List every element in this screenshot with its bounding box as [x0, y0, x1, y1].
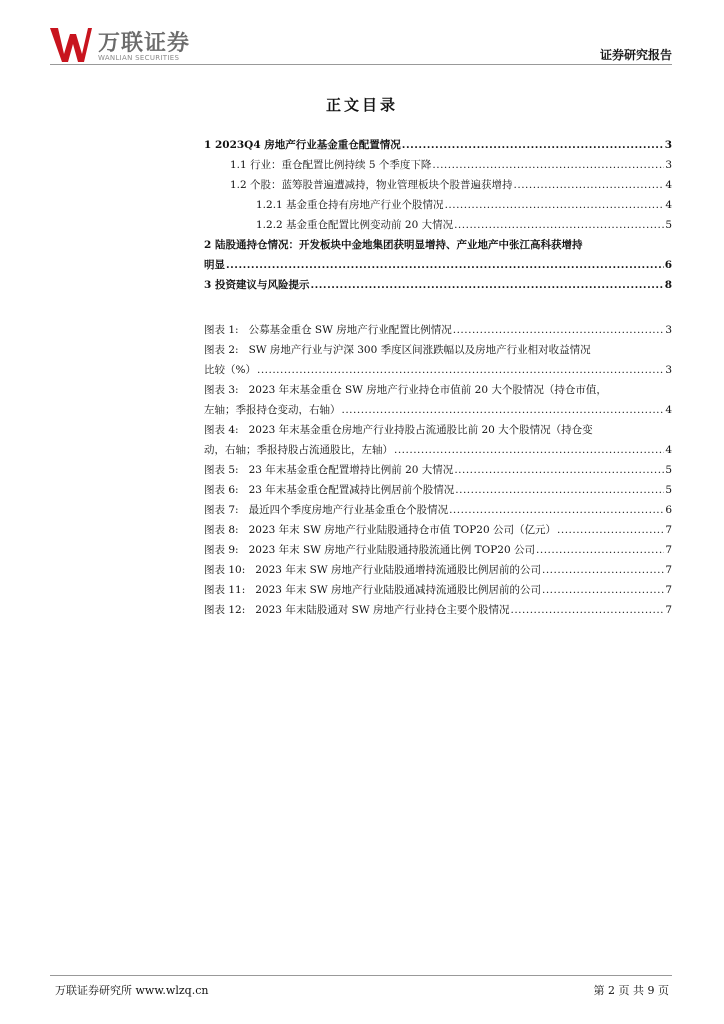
figure-entry[interactable] — [204, 520, 672, 540]
toc-entry[interactable] — [204, 155, 672, 175]
leader-dots — [536, 540, 664, 560]
figure-page: 7 — [665, 544, 672, 556]
logo-english-name: WANLIAN SECURITIES — [98, 54, 180, 62]
leader-dots — [454, 215, 664, 235]
figure-number: 图表 12: — [204, 604, 246, 616]
toc-entry-label: 1 2023Q4 房地产行业基金重仓配置情况 — [204, 139, 401, 151]
figure-number: 图表 3: — [204, 384, 239, 396]
figure-entry-line2 — [204, 440, 672, 460]
figure-page: 6 — [665, 504, 672, 516]
figure-title-line1: SW 房地产行业与沪深 300 季度区间涨跌幅以及房地产行业相对收益情况 — [248, 344, 591, 356]
figure-entry[interactable] — [204, 560, 672, 580]
figure-number: 图表 2: — [204, 344, 239, 356]
figure-entry-label — [204, 540, 535, 560]
toc-entry-label: 1.2 个股：蓝筹股普遍遭减持，物业管理板块个股普遍获增持 — [230, 179, 513, 191]
company-logo — [50, 26, 200, 66]
report-type-label: 证券研究报告 — [599, 48, 672, 62]
figure-entry-label — [204, 580, 541, 600]
figure-entry-label — [204, 460, 453, 480]
footer-source: 万联证券研究所 www.wlzq.cn — [55, 984, 209, 997]
toc-entry-label-line1: 2 陆股通持仓情况：开发板块中金地集团获明显增持、产业地产中张江高科获增持 — [204, 239, 583, 251]
figure-title: 2023 年末陆股通对 SW 房地产行业持仓主要个股情况 — [255, 604, 510, 616]
figure-page: 5 — [665, 484, 672, 496]
toc-entry[interactable] — [204, 135, 672, 155]
figure-entry[interactable] — [204, 540, 672, 560]
figure-page: 3 — [665, 324, 672, 336]
figure-entry-line2 — [204, 400, 672, 420]
figure-title: 最近四个季度房地产行业基金重仓个股情况 — [248, 504, 449, 516]
figure-entry-line2 — [204, 360, 672, 380]
figure-entry[interactable] — [204, 580, 672, 600]
leader-dots — [455, 480, 664, 500]
figure-entry-label — [204, 500, 448, 520]
leader-dots — [514, 175, 665, 195]
leader-dots — [445, 195, 665, 215]
figure-entry[interactable] — [204, 380, 672, 420]
figure-entry[interactable] — [204, 460, 672, 480]
wanlian-logo-icon — [50, 26, 92, 64]
figure-title-line1: 2023 年末基金重仓房地产行业持股占流通股比前 20 大个股情况（持仓变 — [248, 424, 593, 436]
toc-entry-label: 1.1 行业：重仓配置比例持续 5 个季度下降 — [230, 159, 432, 171]
toc-entry[interactable] — [204, 215, 672, 235]
leader-dots — [432, 155, 664, 175]
figure-entry[interactable] — [204, 420, 672, 460]
table-of-contents — [204, 135, 672, 295]
figure-page: 4 — [665, 404, 672, 416]
toc-entry[interactable] — [204, 195, 672, 215]
figure-number: 图表 6: — [204, 484, 239, 496]
leader-dots — [342, 400, 665, 420]
figure-entry[interactable] — [204, 340, 672, 380]
leader-dots — [542, 580, 664, 600]
figure-title: 23 年末基金重仓配置增持比例前 20 大情况 — [248, 464, 454, 476]
toc-entry-page: 5 — [665, 219, 672, 231]
figure-number: 图表 4: — [204, 424, 239, 436]
leader-dots — [310, 275, 663, 295]
figure-page: 3 — [665, 364, 672, 376]
figure-entry-line1 — [204, 420, 672, 440]
toc-entry-page: 4 — [665, 199, 672, 211]
footer-page-number: 第 2 页 共 9 页 — [593, 984, 669, 997]
toc-entry-page: 3 — [664, 139, 672, 151]
leader-dots — [542, 560, 664, 580]
toc-entry-label-line2: 明显 — [204, 259, 225, 271]
toc-entry-label: 1.2.1 基金重仓持有房地产行业个股情况 — [256, 199, 444, 211]
figure-page: 7 — [665, 584, 672, 596]
leader-dots — [511, 600, 665, 620]
leader-dots — [454, 460, 664, 480]
figure-title: 公募基金重仓 SW 房地产行业配置比例情况 — [248, 324, 452, 336]
figure-entry-label — [204, 600, 510, 620]
footer-divider — [50, 975, 672, 976]
leader-dots — [449, 500, 664, 520]
toc-entry[interactable] — [204, 175, 672, 195]
figure-entry[interactable] — [204, 320, 672, 340]
leader-dots — [257, 360, 664, 380]
figure-title: 2023 年末 SW 房地产行业陆股通持仓市值 TOP20 公司（亿元） — [248, 524, 557, 536]
toc-entry[interactable] — [204, 275, 672, 295]
toc-title: 正文目录 — [325, 96, 398, 114]
figure-number: 图表 5: — [204, 464, 239, 476]
list-of-figures — [204, 320, 672, 620]
figure-number: 图表 7: — [204, 504, 239, 516]
toc-entry-label: 1.2.2 基金重仓配置比例变动前 20 大情况 — [256, 219, 454, 231]
leader-dots — [453, 320, 665, 340]
leader-dots — [394, 440, 664, 460]
leader-dots — [226, 255, 664, 275]
figure-entry-line1 — [204, 380, 672, 400]
figure-title-line2: 动，右轴；季报持股占流通股比，左轴） — [204, 444, 393, 456]
figure-entry-label — [204, 480, 454, 500]
toc-entry[interactable] — [204, 235, 672, 275]
figure-entry-label — [204, 520, 556, 540]
figure-entry-label — [204, 320, 452, 340]
toc-entry-page: 8 — [664, 279, 672, 291]
figure-entry[interactable] — [204, 480, 672, 500]
page-header — [0, 0, 724, 70]
figure-page: 7 — [665, 564, 672, 576]
toc-entry-continuation — [204, 255, 672, 275]
figure-entry-label — [204, 560, 541, 580]
logo-chinese-name: 万联证券 — [98, 31, 191, 56]
figure-title-line2: 左轴；季报持仓变动，右轴） — [204, 404, 341, 416]
figure-page: 5 — [665, 464, 672, 476]
figure-page: 4 — [665, 444, 672, 456]
figure-page: 7 — [665, 524, 672, 536]
leader-dots — [557, 520, 664, 540]
figure-entry[interactable] — [204, 500, 672, 520]
leader-dots — [402, 135, 664, 155]
header-divider — [50, 64, 672, 65]
figure-title: 2023 年末 SW 房地产行业陆股通减持流通股比例居前的公司 — [255, 584, 541, 596]
toc-entry-page: 6 — [664, 259, 672, 271]
figure-entry[interactable] — [204, 600, 672, 620]
figure-title: 2023 年末 SW 房地产行业陆股通增持流通股比例居前的公司 — [255, 564, 541, 576]
figure-title-line2: 比较（%） — [204, 364, 256, 376]
figure-number: 图表 9: — [204, 544, 239, 556]
figure-number: 图表 8: — [204, 524, 239, 536]
figure-title-line1: 2023 年末基金重仓 SW 房地产行业持仓市值前 20 大个股情况（持仓市值， — [248, 384, 607, 396]
toc-entry-label: 3 投资建议与风险提示 — [204, 279, 310, 291]
figure-title: 23 年末基金重仓配置减持比例居前个股情况 — [248, 484, 455, 496]
figure-title: 2023 年末 SW 房地产行业陆股通持股流通比例 TOP20 公司 — [248, 544, 536, 556]
figure-entry-line1 — [204, 340, 672, 360]
figure-page: 7 — [665, 604, 672, 616]
figure-number: 图表 10: — [204, 564, 246, 576]
figure-number: 图表 1: — [204, 324, 239, 336]
toc-entry-page: 3 — [665, 159, 672, 171]
toc-entry-page: 4 — [665, 179, 672, 191]
figure-number: 图表 11: — [204, 584, 246, 596]
